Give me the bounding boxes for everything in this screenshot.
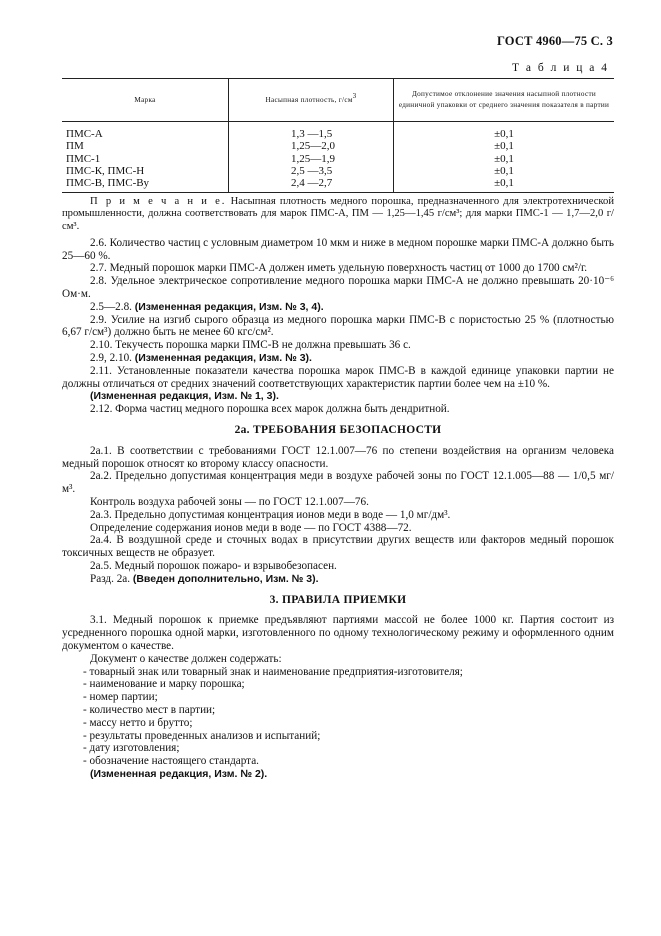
clause-2-9-2-10-revision: 2.9, 2.10. (Измененная редакция, Изм. № 3). <box>90 352 312 365</box>
table-cell-density: 2,4 —2,7 <box>291 177 333 190</box>
table-cell-deviation: ±0,1 <box>494 128 514 140</box>
clause-2-9: 2.9. Усилие на изгиб сырого образца из медного порошка марки ПМС-В с пористостью 25 % (плотностью 6,67 г/см³) должно быть не менее 60 кгс/см². <box>62 313 614 339</box>
clause-2a-5: 2а.5. Медный порошок пожаро- и взрывобезопасен. <box>90 560 337 573</box>
section-3-title: 3. ПРАВИЛА ПРИЕМКИ <box>269 593 407 606</box>
table-cell-mark: ПМС-В, ПМС-Ву <box>66 177 149 190</box>
table-cell-deviation: ±0,1 <box>494 140 514 153</box>
quality-document-list <box>62 666 614 768</box>
list-item: - дату изготовления; <box>83 742 180 755</box>
table-cell-mark: ПМС-К, ПМС-Н <box>66 164 145 177</box>
table-cell-deviation: ±0,1 <box>494 177 514 190</box>
section-3-revision: (Измененная редакция, Изм. № 2). <box>90 767 268 780</box>
table-cell-mark: ПМС-А <box>66 128 103 140</box>
list-item: - товарный знак или товарный знак и наименование предприятия-изготовителя; <box>83 665 463 678</box>
clause-2-12: 2.12. Форма частиц медного порошка всех марок должна быть дендритной. <box>90 403 450 416</box>
list-item: - массу нетто и брутто; <box>83 716 193 729</box>
clause-2a-2: 2а.2. Предельно допустимая концентрация меди в воздухе рабочей зоны по ГОСТ 12.1.005—88 — 1/0,5 мг/м³. <box>62 470 614 496</box>
section-2a-revision: Разд. 2а. (Введен дополнительно, Изм. № 3). <box>90 572 319 585</box>
table-cell-deviation: ±0,1 <box>494 164 514 177</box>
clause-2a-3: 2а.3. Предельно допустимая концентрация ионов меди в воде — 1,0 мг/дм³. <box>90 508 451 521</box>
clause-2a-1: 2а.1. В соответствии с требованиями ГОСТ 12.1.007—76 по степени воздействия на организм человека медный порошок относят ко второму классу опасности. <box>62 444 614 470</box>
list-item: - обозначение настоящего стандарта. <box>83 755 259 768</box>
table-cell-density: 1,3 —1,5 <box>291 128 333 140</box>
list-item: - количество мест в партии; <box>83 703 216 716</box>
table-cell-density: 1,25—2,0 <box>291 140 335 153</box>
table-note: П р и м е ч а н и е. Насыпная плотность медного порошка, предназначенного для электротехнической промышленности, должна соответствовать для марок ПМС-А, ПМ — 1,25—1,45 г/см³; для марки ПМС-1 — 1,7—2,0 г/см³. <box>62 196 615 232</box>
table-cell-mark: ПМС-1 <box>66 152 101 165</box>
column-header-deviation: Допустимое отклонение значения насыпной плотности единичной упаковки от среднего значения показателя в партии <box>394 79 615 122</box>
page-header: ГОСТ 4960—75 С. 3 <box>496 34 613 48</box>
clause-2-5-2-8-revision: 2.5—2.8. (Измененная редакция, Изм. № 3, 4). <box>90 300 324 313</box>
table-4 <box>62 78 614 193</box>
table-body-row <box>62 122 614 193</box>
column-header-mark: Марка <box>62 79 229 122</box>
clause-2-11-revision: (Измененная редакция, Изм. № 1, 3). <box>90 390 279 403</box>
mark-column-cells <box>62 122 229 193</box>
table-cell-density: 1,25—1,9 <box>291 152 335 165</box>
clause-2-8: 2.8. Удельное электрическое сопротивление медного порошка марки ПМС-А не должно превышать 20·10⁻⁶ Ом·м. <box>62 275 614 301</box>
table-cell-mark: ПМ <box>66 140 84 153</box>
clause-2a-4: 2а.4. В воздушной среде и сточных водах в присутствии других веществ или факторов медный порошок токсичных веществ не образует. <box>62 534 614 560</box>
clause-2-6: 2.6. Количество частиц с условным диаметром 10 мкм и ниже в медном порошке марки ПМС-А должно быть 25—60 %. <box>62 236 614 262</box>
table-cell-density: 2,5 —3,5 <box>291 164 333 177</box>
clause-3-1: 3.1. Медный порошок к приемке предъявляют партиями массой не более 1000 кг. Партия состоит из усредненного порошка одной марки, изготовленного по одному технологическому режиму и оформленного одним документом о качестве. <box>62 614 614 652</box>
table-cell-deviation: ±0,1 <box>494 152 514 165</box>
deviation-column-cells <box>394 122 615 193</box>
list-item: - номер партии; <box>83 691 158 704</box>
section-2a-title: 2а. ТРЕБОВАНИЯ БЕЗОПАСНОСТИ <box>234 424 442 437</box>
table-caption: Т а б л и ц а 4 <box>511 62 609 74</box>
quality-document-intro: Документ о качестве должен содержать: <box>90 652 282 665</box>
list-item: - наименование и марку порошка; <box>83 678 245 691</box>
clause-2-11: 2.11. Установленные показатели качества порошка марок ПМС-В в каждой единице упаковки партии не должны отличаться от средних значений соответствующих характеристик партии более чем на ±10 %. <box>62 364 614 390</box>
column-header-density: Насыпная плотность, $г/см^3$ <box>229 79 394 122</box>
clause-2a-3-determination: Определение содержания ионов меди в воде — по ГОСТ 4388—72. <box>90 521 412 534</box>
clause-2a-2-control: Контроль воздуха рабочей зоны — по ГОСТ 12.1.007—76. <box>90 496 369 509</box>
clause-2-10: 2.10. Текучесть порошка марки ПМС-В не должна превышать 36 с. <box>90 339 411 352</box>
body-text <box>62 196 614 781</box>
density-column-cells <box>229 122 394 193</box>
clause-2-7: 2.7. Медный порошок марки ПМС-А должен иметь удельную поверхность частиц от 1000 до 1700 см²/г. <box>90 262 588 275</box>
list-item: - результаты проведенных анализов и испытаний; <box>83 729 321 742</box>
